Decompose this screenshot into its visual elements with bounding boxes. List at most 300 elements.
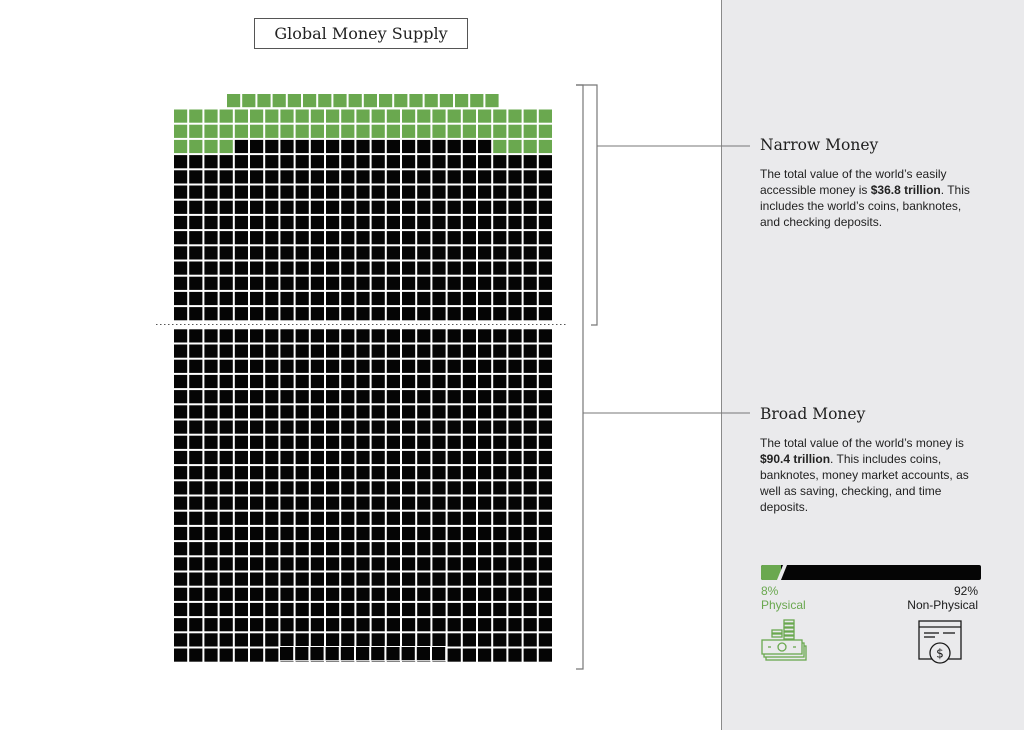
non-physical-square (250, 481, 264, 495)
physical-square (523, 139, 537, 153)
non-physical-square (493, 435, 507, 449)
non-physical-square (234, 420, 248, 434)
non-physical-square (478, 481, 492, 495)
non-physical-square (493, 170, 507, 184)
non-physical-square (523, 170, 537, 184)
non-physical-square (234, 231, 248, 245)
non-physical-square (478, 526, 492, 540)
non-physical-square (310, 496, 324, 510)
non-physical-square (310, 602, 324, 616)
non-physical-square (462, 405, 476, 419)
non-physical-square (508, 542, 522, 556)
non-physical-square (356, 647, 370, 661)
non-physical-square (538, 155, 552, 169)
non-physical-square (341, 139, 355, 153)
non-physical-square (204, 359, 218, 373)
non-physical-square (493, 542, 507, 556)
non-physical-square (386, 231, 400, 245)
physical-square (538, 139, 552, 153)
non-physical-square (219, 155, 233, 169)
non-physical-square (386, 405, 400, 419)
non-physical-square (265, 170, 279, 184)
non-physical-square (280, 139, 294, 153)
non-physical-square (356, 481, 370, 495)
non-physical-square (189, 587, 203, 601)
non-physical-square (493, 344, 507, 358)
non-physical-square (478, 496, 492, 510)
physical-square (234, 124, 248, 138)
non-physical-square (402, 231, 416, 245)
physical-square (493, 109, 507, 123)
non-physical-square (417, 602, 431, 616)
non-physical-square (341, 420, 355, 434)
non-physical-square (356, 511, 370, 525)
non-physical-square (174, 618, 188, 632)
svg-text:$: $ (936, 646, 944, 661)
non-physical-square (295, 246, 309, 260)
physical-square (432, 109, 446, 123)
non-physical-square (462, 633, 476, 647)
non-physical-square (219, 633, 233, 647)
non-physical-square (432, 139, 446, 153)
non-physical-square (326, 405, 340, 419)
non-physical-square (310, 170, 324, 184)
non-physical-square (219, 435, 233, 449)
non-physical-square (326, 307, 340, 321)
physical-square (234, 109, 248, 123)
non-physical-square (326, 390, 340, 404)
non-physical-square (234, 359, 248, 373)
non-physical-square (402, 572, 416, 586)
physical-square (174, 109, 188, 123)
non-physical-square (432, 481, 446, 495)
non-physical-square (538, 215, 552, 229)
non-physical-square (386, 261, 400, 275)
non-physical-square (219, 307, 233, 321)
non-physical-square (417, 185, 431, 199)
non-physical-square (250, 344, 264, 358)
non-physical-square (234, 542, 248, 556)
non-physical-square (417, 542, 431, 556)
non-physical-square (447, 557, 461, 571)
non-physical-square (402, 246, 416, 260)
non-physical-square (417, 374, 431, 388)
non-physical-square (462, 155, 476, 169)
non-physical-square (508, 648, 522, 662)
non-physical-square (416, 647, 430, 661)
non-physical-square (417, 231, 431, 245)
non-physical-square (371, 450, 385, 464)
non-physical-square (386, 276, 400, 290)
non-physical-square (386, 647, 400, 661)
non-physical-square (204, 155, 218, 169)
non-physical-square (462, 139, 476, 153)
non-physical-square (447, 435, 461, 449)
non-physical-square (310, 618, 324, 632)
non-physical-square (538, 420, 552, 434)
non-physical-square (341, 329, 355, 343)
non-physical-square (478, 511, 492, 525)
non-physical-square (371, 155, 385, 169)
non-physical-square (462, 496, 476, 510)
non-physical-square (386, 511, 400, 525)
narrow-money-description: The total value of the world’s easily accessible money is $36.8 trillion. This includes the world’s coins, banknotes, and checking deposits. (760, 167, 970, 229)
non-physical-square (341, 185, 355, 199)
non-physical-square (219, 481, 233, 495)
non-physical-square (204, 542, 218, 556)
non-physical-square (250, 261, 264, 275)
physical-square (295, 124, 309, 138)
non-physical-square (386, 374, 400, 388)
non-physical-square (447, 329, 461, 343)
non-physical-square (295, 390, 309, 404)
non-physical-square (432, 526, 446, 540)
non-physical-square (219, 185, 233, 199)
non-physical-square (189, 374, 203, 388)
non-physical-square (341, 261, 355, 275)
non-physical-square (204, 390, 218, 404)
physical-square (287, 94, 301, 108)
non-physical-square (493, 405, 507, 419)
non-physical-bar (761, 565, 981, 580)
non-physical-square (417, 496, 431, 510)
non-physical-square (508, 496, 522, 510)
non-physical-square (280, 390, 294, 404)
non-physical-square (523, 200, 537, 214)
non-physical-square (204, 170, 218, 184)
narrow-money-bracket (576, 85, 597, 325)
non-physical-square (508, 587, 522, 601)
non-physical-square (219, 618, 233, 632)
non-physical-square (204, 587, 218, 601)
non-physical-square (478, 420, 492, 434)
non-physical-square (371, 170, 385, 184)
non-physical-square (402, 481, 416, 495)
non-physical-square (538, 587, 552, 601)
physical-square (348, 94, 362, 108)
non-physical-square (493, 587, 507, 601)
non-physical-square (310, 450, 324, 464)
non-physical-square (432, 390, 446, 404)
non-physical-square (189, 359, 203, 373)
non-physical-square (265, 291, 279, 305)
non-physical-square (250, 185, 264, 199)
non-physical-square (341, 359, 355, 373)
physical-square (280, 124, 294, 138)
physical-square (447, 124, 461, 138)
non-physical-square (462, 246, 476, 260)
non-physical-square (508, 215, 522, 229)
non-physical-square (523, 648, 537, 662)
non-physical-square (538, 329, 552, 343)
non-physical-square (493, 307, 507, 321)
non-physical-square (219, 602, 233, 616)
non-physical-square (174, 496, 188, 510)
non-physical-square (326, 139, 340, 153)
non-physical-square (356, 185, 370, 199)
non-physical-square (341, 390, 355, 404)
non-physical-square (204, 572, 218, 586)
physical-square (485, 94, 499, 108)
physical-square (204, 124, 218, 138)
non-physical-square (538, 602, 552, 616)
non-physical-square (493, 602, 507, 616)
non-physical-square (447, 359, 461, 373)
non-physical-square (280, 481, 294, 495)
non-physical-square (417, 344, 431, 358)
non-physical-square (326, 557, 340, 571)
non-physical-square (432, 246, 446, 260)
non-physical-square (280, 633, 294, 647)
non-physical-square (386, 496, 400, 510)
non-physical-square (356, 291, 370, 305)
non-physical-square (234, 587, 248, 601)
non-physical-square (310, 557, 324, 571)
non-physical-square (250, 405, 264, 419)
non-physical-square (462, 557, 476, 571)
physical-square (295, 109, 309, 123)
non-physical-square (356, 618, 370, 632)
non-physical-square (447, 155, 461, 169)
non-physical-square (219, 511, 233, 525)
non-physical-square (204, 450, 218, 464)
non-physical-square (189, 307, 203, 321)
non-physical-square (417, 420, 431, 434)
non-physical-square (265, 648, 279, 662)
non-physical-square (432, 572, 446, 586)
non-physical-square (432, 200, 446, 214)
non-physical-square (310, 405, 324, 419)
non-physical-square (295, 481, 309, 495)
non-physical-square (295, 420, 309, 434)
non-physical-square (326, 155, 340, 169)
non-physical-square (189, 542, 203, 556)
non-physical-square (493, 200, 507, 214)
non-physical-square (523, 276, 537, 290)
non-physical-square (371, 572, 385, 586)
non-physical-square (402, 344, 416, 358)
non-physical-square (478, 466, 492, 480)
physical-square (386, 109, 400, 123)
non-physical-square (174, 435, 188, 449)
non-physical-square (234, 344, 248, 358)
non-physical-square (280, 359, 294, 373)
non-physical-square (478, 450, 492, 464)
non-physical-square (386, 572, 400, 586)
non-physical-square (265, 390, 279, 404)
non-physical-square (265, 374, 279, 388)
non-physical-square (341, 405, 355, 419)
non-physical-square (204, 307, 218, 321)
non-physical-square (219, 405, 233, 419)
non-physical-square (174, 420, 188, 434)
non-physical-square (493, 359, 507, 373)
non-physical-square (478, 587, 492, 601)
non-physical-square (219, 466, 233, 480)
non-physical-square (326, 587, 340, 601)
non-physical-square (538, 276, 552, 290)
non-physical-square (295, 587, 309, 601)
non-physical-square (295, 572, 309, 586)
non-physical-square (402, 215, 416, 229)
non-physical-square (310, 587, 324, 601)
non-physical-square (462, 618, 476, 632)
physical-square (478, 124, 492, 138)
non-physical-square (356, 633, 370, 647)
non-physical-square (478, 170, 492, 184)
physical-square (462, 124, 476, 138)
non-physical-square (417, 405, 431, 419)
non-physical-square (432, 633, 446, 647)
non-physical-square (447, 602, 461, 616)
non-physical-square (402, 466, 416, 480)
non-physical-square (402, 435, 416, 449)
non-physical-square (265, 481, 279, 495)
non-physical-square (204, 261, 218, 275)
non-physical-square (356, 200, 370, 214)
non-physical-square (447, 170, 461, 184)
non-physical-square (386, 450, 400, 464)
non-physical-square (447, 481, 461, 495)
non-physical-square (538, 633, 552, 647)
non-physical-square (371, 359, 385, 373)
non-physical-square (310, 200, 324, 214)
non-physical-square (189, 496, 203, 510)
non-physical-square (174, 374, 188, 388)
non-physical-square (356, 307, 370, 321)
non-physical-square (432, 170, 446, 184)
non-physical-square (250, 587, 264, 601)
non-physical-square (265, 511, 279, 525)
non-physical-square (523, 390, 537, 404)
non-physical-square (417, 466, 431, 480)
non-physical-square (478, 435, 492, 449)
non-physical-square (204, 496, 218, 510)
non-physical-square (341, 633, 355, 647)
non-physical-square (462, 359, 476, 373)
non-physical-square (174, 170, 188, 184)
non-physical-square (356, 557, 370, 571)
non-physical-square (219, 420, 233, 434)
non-physical-square (386, 435, 400, 449)
non-physical-square (189, 405, 203, 419)
non-physical-square (493, 246, 507, 260)
non-physical-square (417, 291, 431, 305)
non-physical-square (417, 200, 431, 214)
non-physical-square (280, 170, 294, 184)
non-physical-square (402, 359, 416, 373)
physical-square (326, 109, 340, 123)
non-physical-square (219, 390, 233, 404)
non-physical-square (402, 374, 416, 388)
physical-square (356, 109, 370, 123)
non-physical-square (447, 587, 461, 601)
non-physical-square (447, 344, 461, 358)
non-physical-square (386, 602, 400, 616)
non-physical-square (295, 450, 309, 464)
non-physical-square (538, 359, 552, 373)
non-physical-square (356, 215, 370, 229)
physical-square (478, 109, 492, 123)
non-physical-square (204, 420, 218, 434)
non-physical-square (174, 276, 188, 290)
non-physical-square (508, 261, 522, 275)
non-physical-square (250, 420, 264, 434)
non-physical-square (538, 526, 552, 540)
non-physical-square (341, 450, 355, 464)
non-physical-square (402, 542, 416, 556)
non-physical-square (204, 374, 218, 388)
non-physical-square (432, 291, 446, 305)
non-physical-square (295, 526, 309, 540)
non-physical-square (402, 390, 416, 404)
non-physical-square (371, 390, 385, 404)
non-physical-square (462, 572, 476, 586)
non-physical-square (508, 405, 522, 419)
non-physical-square (219, 557, 233, 571)
non-physical-square (341, 155, 355, 169)
non-physical-square (326, 170, 340, 184)
non-physical-square (538, 344, 552, 358)
non-physical-square (310, 390, 324, 404)
non-physical-square (447, 291, 461, 305)
non-physical-square (371, 633, 385, 647)
non-physical-square (493, 185, 507, 199)
non-physical-square (462, 526, 476, 540)
non-physical-square (371, 587, 385, 601)
non-physical-square (402, 185, 416, 199)
non-physical-square (432, 261, 446, 275)
non-physical-square (265, 557, 279, 571)
non-physical-square (341, 435, 355, 449)
waffle-cells (174, 94, 553, 663)
physical-square (318, 94, 332, 108)
non-physical-square (432, 329, 446, 343)
non-physical-square (508, 602, 522, 616)
non-physical-square (250, 496, 264, 510)
non-physical-square (462, 587, 476, 601)
non-physical-square (204, 557, 218, 571)
non-physical-square (234, 496, 248, 510)
non-physical-square (523, 633, 537, 647)
non-physical-square (326, 542, 340, 556)
non-physical-square (402, 405, 416, 419)
non-physical-square (356, 246, 370, 260)
non-physical-square (250, 390, 264, 404)
non-physical-square (295, 307, 309, 321)
broad-money-bracket (576, 85, 583, 669)
non-physical-square (174, 390, 188, 404)
non-physical-square (189, 572, 203, 586)
non-physical-square (493, 496, 507, 510)
non-physical-square (250, 648, 264, 662)
non-physical-square (538, 466, 552, 480)
non-physical-square (478, 307, 492, 321)
non-physical-square (174, 185, 188, 199)
non-physical-square (462, 466, 476, 480)
physical-square (508, 139, 522, 153)
non-physical-square (371, 496, 385, 510)
non-physical-square (402, 557, 416, 571)
physical-square (432, 124, 446, 138)
non-physical-square (371, 511, 385, 525)
non-physical-square (356, 587, 370, 601)
non-physical-square (402, 450, 416, 464)
non-physical-square (310, 374, 324, 388)
narrow-money-value: $36.8 trillion (870, 183, 941, 197)
physical-square (402, 109, 416, 123)
non-physical-square (219, 587, 233, 601)
